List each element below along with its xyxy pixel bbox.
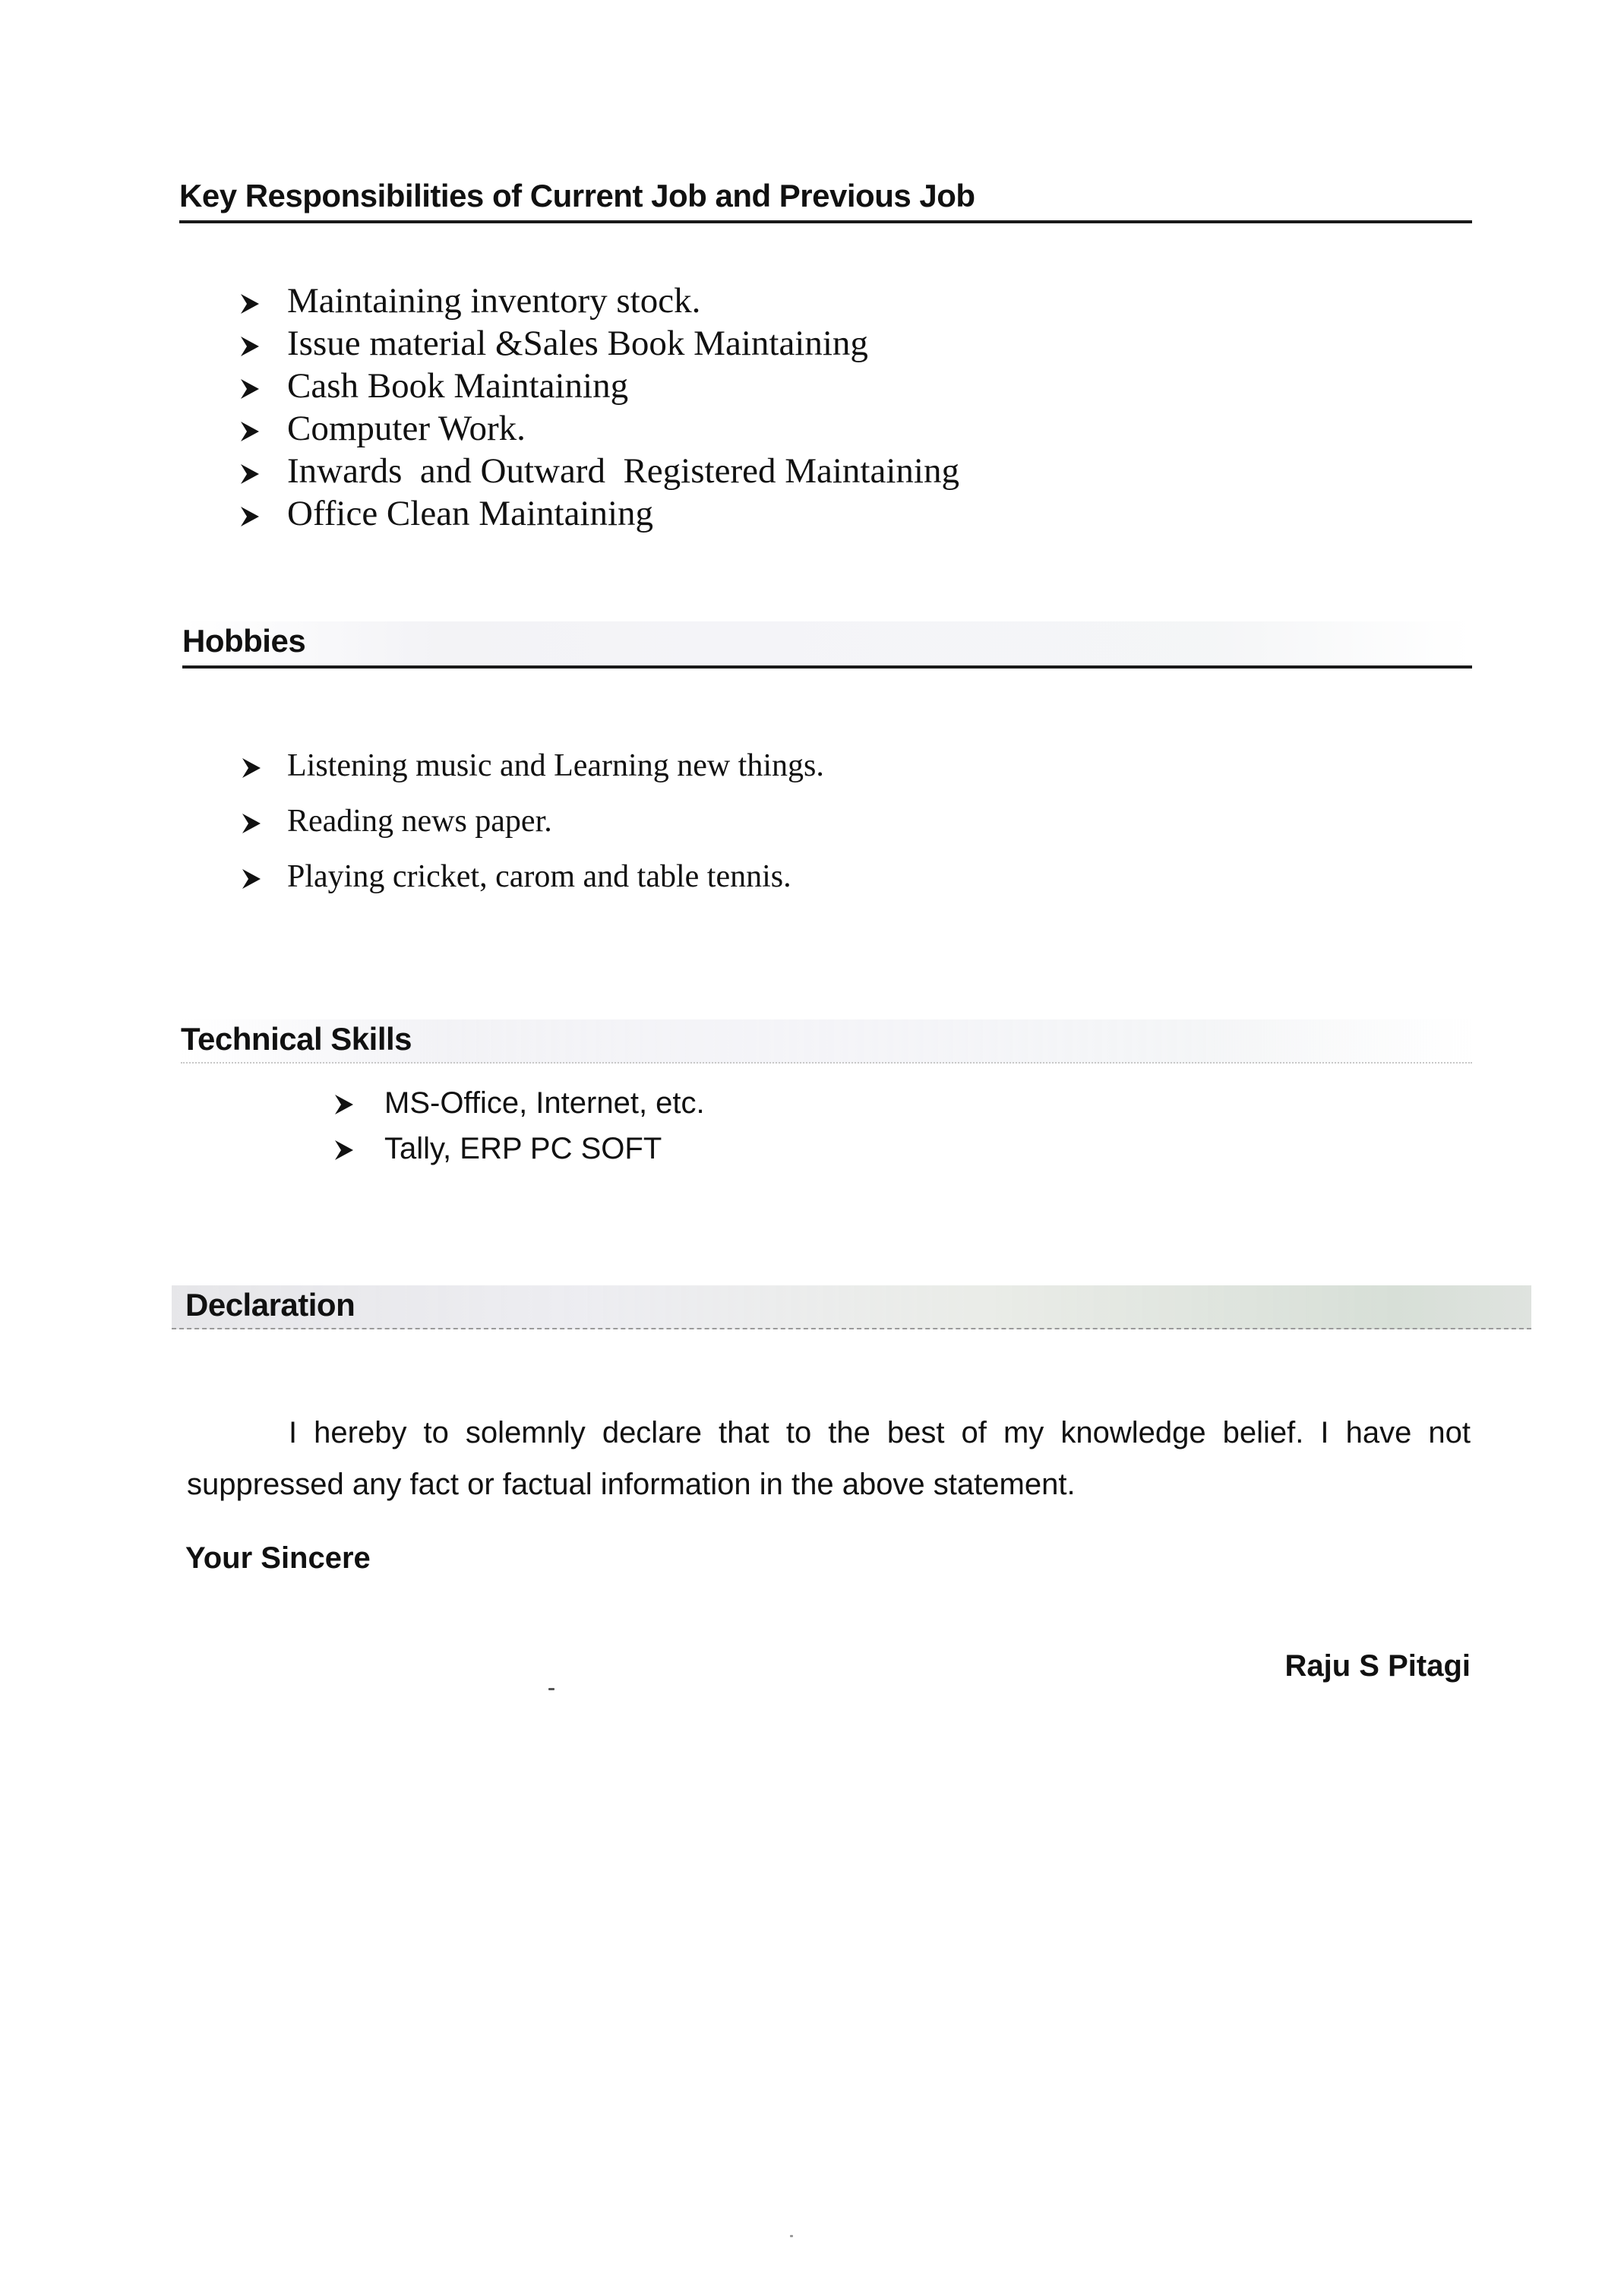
list-item: [240, 322, 959, 365]
list-item: [242, 849, 824, 905]
responsibilities-list: [240, 280, 959, 535]
list-item-text: Inwards and Outward Registered Maintaining: [287, 451, 959, 491]
list-item: [240, 492, 959, 535]
section-title-declaration: Declaration: [172, 1285, 1531, 1329]
list-item-text: Maintaining inventory stock.: [287, 281, 701, 321]
arrowhead-bullet-icon: [240, 420, 260, 443]
list-item: [334, 1126, 705, 1171]
arrowhead-bullet-icon: [240, 292, 260, 315]
arrowhead-bullet-icon: [242, 757, 261, 779]
list-item-text: Issue material &Sales Book Maintaining: [287, 324, 868, 363]
list-item-text: MS-Office, Internet, etc.: [384, 1086, 705, 1120]
list-item: [240, 407, 959, 450]
list-item-text: Playing cricket, carom and table tennis.: [287, 859, 791, 894]
list-item: [240, 450, 959, 492]
arrowhead-bullet-icon: [240, 335, 260, 358]
declaration-paragraph: I hereby to solemnly declare that to the best of my knowledge belief. I have not suppressed any fact or factual information in the above statement.: [187, 1416, 1471, 1501]
scan-speck: [790, 2235, 793, 2237]
closing-salutation: Your Sincere: [185, 1541, 371, 1575]
arrowhead-bullet-icon: [242, 812, 261, 835]
list-item-text: Computer Work.: [287, 409, 526, 448]
list-item-text: Office Clean Maintaining: [287, 494, 654, 533]
list-item-text: Reading news paper.: [287, 804, 552, 839]
arrowhead-bullet-icon: [334, 1139, 354, 1162]
arrowhead-bullet-icon: [240, 463, 260, 485]
signature-name: Raju S Pitagi: [1284, 1649, 1471, 1683]
list-item: [242, 738, 824, 794]
hobbies-list: [242, 738, 824, 905]
section-title-technical-skills: Technical Skills: [181, 1019, 1472, 1064]
section-title-hobbies: Hobbies: [182, 621, 1472, 669]
list-item: [334, 1080, 705, 1126]
list-item: [242, 794, 824, 849]
section-title-responsibilities: Key Responsibilities of Current Job and Previous Job: [179, 176, 1472, 223]
arrowhead-bullet-icon: [240, 505, 260, 528]
list-item: [240, 280, 959, 322]
technical-skills-list: [334, 1080, 705, 1171]
list-item-text: Listening music and Learning new things.: [287, 748, 824, 783]
scan-speck: [548, 1688, 554, 1690]
arrowhead-bullet-icon: [242, 868, 261, 890]
arrowhead-bullet-icon: [334, 1093, 354, 1116]
list-item: [240, 365, 959, 407]
list-item-text: Cash Book Maintaining: [287, 366, 629, 406]
list-item-text: Tally, ERP PC SOFT: [384, 1132, 662, 1165]
arrowhead-bullet-icon: [240, 378, 260, 400]
